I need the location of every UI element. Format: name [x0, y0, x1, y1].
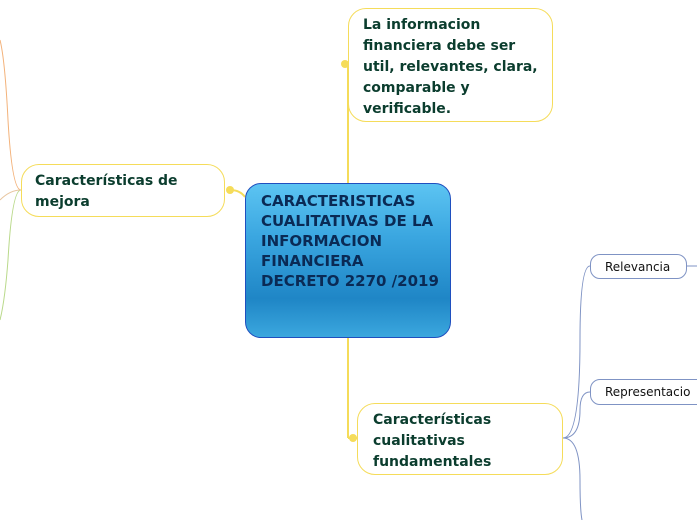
topic-informacion-financiera-text: La informacion financiera debe ser util, relevantes, clara, comparable y verificable. — [363, 17, 538, 117]
topic-caracteristicas-fundamentales[interactable] — [357, 403, 563, 475]
left-branch-a — [0, 40, 21, 190]
subtopic-representacion[interactable] — [590, 379, 697, 405]
topic-informacion-financiera[interactable] — [348, 8, 553, 122]
subtopic-relevancia-text: Relevancia — [605, 260, 671, 274]
subtopic-relevancia[interactable] — [590, 254, 687, 279]
topic-caracteristicas-fundamentales-text: Características cualitativas fundamentales — [373, 412, 492, 470]
left-branch-b — [0, 190, 21, 320]
bottom-node-dot — [349, 434, 357, 442]
third-subtopic-connector — [563, 438, 582, 520]
relevancia-connector — [563, 266, 590, 438]
central-topic-text: CARACTERISTICAS CUALITATIVAS DE LA INFORMACION FINANCIERA DECRETO 2270 /2019 — [261, 192, 439, 290]
subtopic-representacion-text: Representacio — [605, 385, 691, 399]
topic-caracteristicas-de-mejora-text: Características de mejora — [35, 173, 178, 210]
topic-caracteristicas-de-mejora[interactable] — [21, 164, 225, 217]
left-branch-c — [0, 190, 21, 200]
representacion-connector — [563, 392, 590, 438]
left-node-dot — [226, 186, 234, 194]
central-topic[interactable] — [245, 183, 451, 338]
